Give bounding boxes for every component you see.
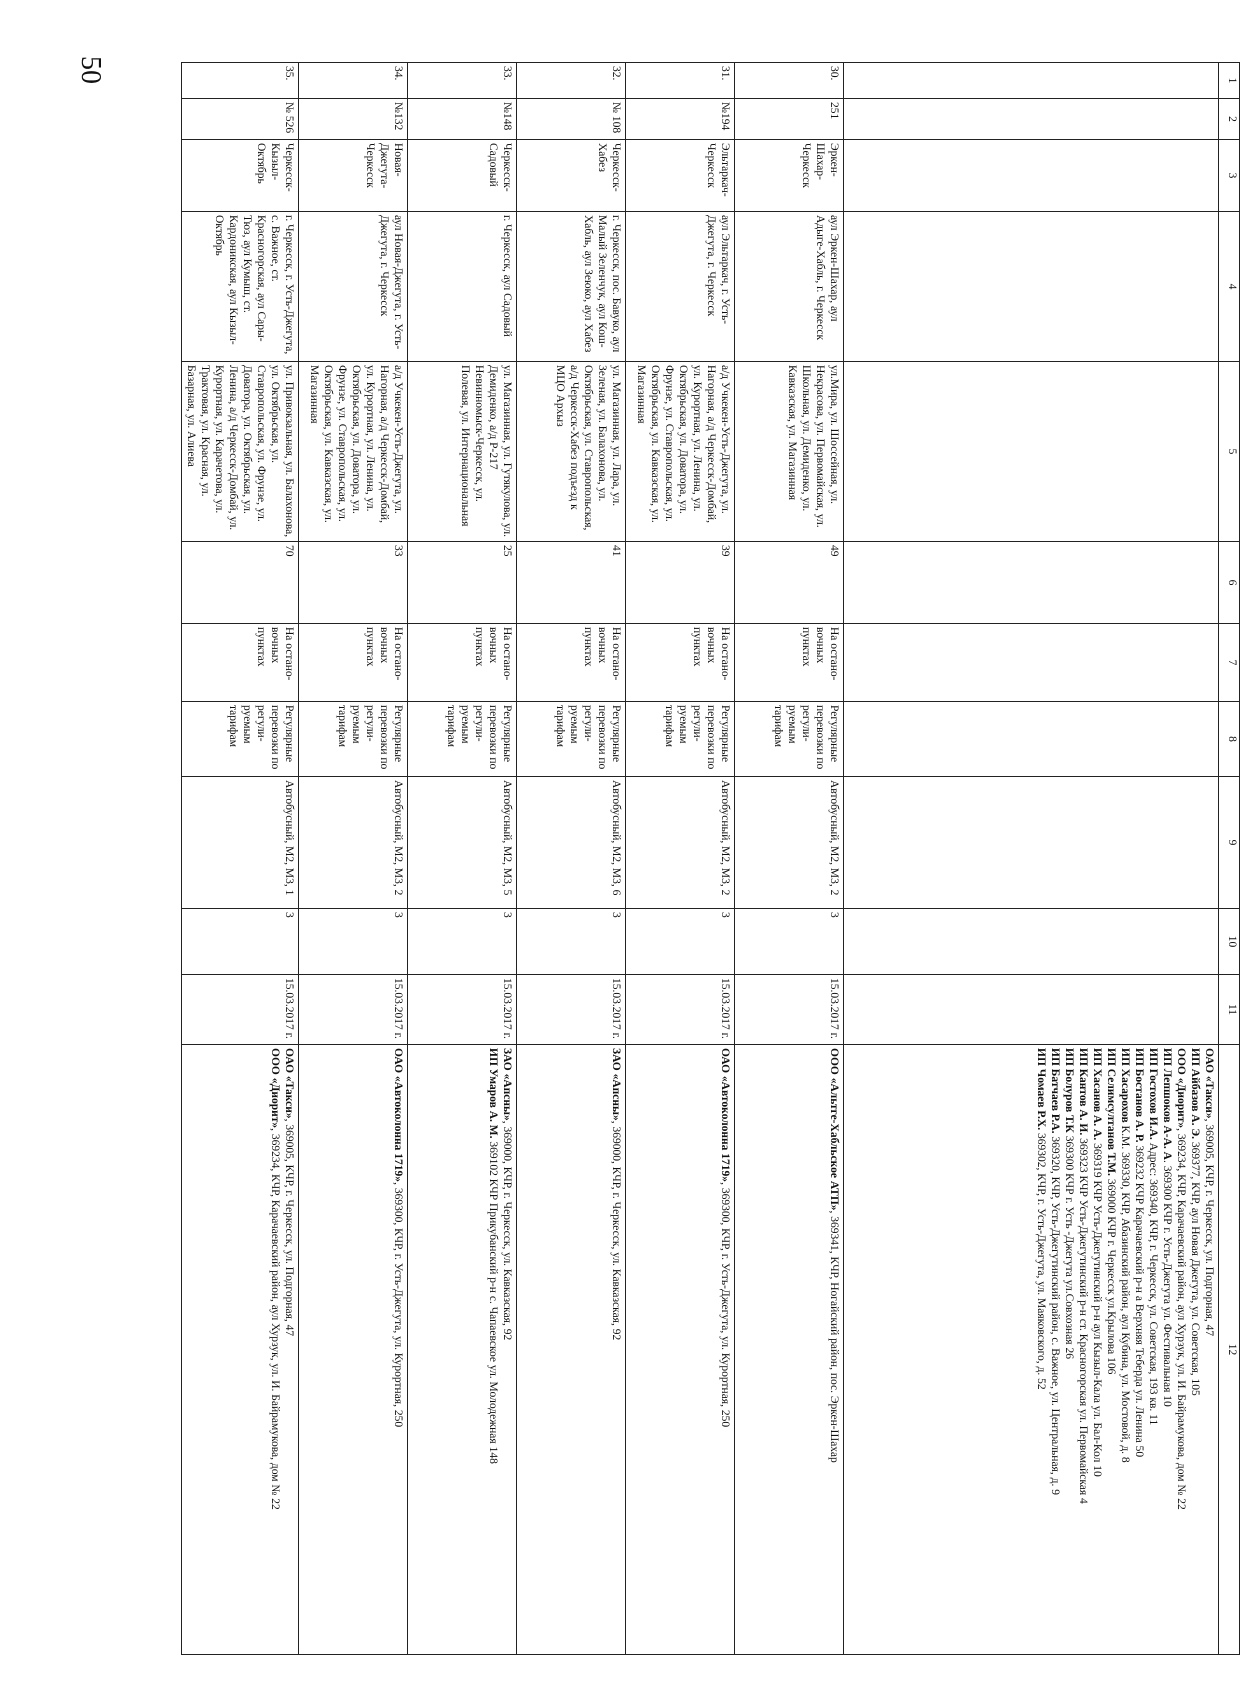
vehicle-class: Автобусный, М2, М3, 6 (517, 777, 626, 909)
column-number: 2 (1219, 99, 1240, 140)
route-name: Черкесск-Кызыл-Октябрь (182, 140, 299, 212)
row-number: 34. (299, 63, 408, 99)
carriers-cell (182, 1045, 299, 1655)
carrier-address: . 369300 КЧР г. Усть-Джегута ул. Фестивальная 10 (1161, 1159, 1173, 1407)
route-name: Черкесск-Хабез (517, 140, 626, 212)
route-stops: аул Новая-Джегута, г. Усть-Джегута, г. Черкесск (299, 212, 408, 362)
route-streets: а/д Учкекен-Усть-Джегута, ул. Нагорная, а/д Черкесск-Домбай, ул. Курортная, ул. Ленина, ул. Октябрьская, ул. Доватора, ул. Фрунзе, ул. Ставропольская, ул. Октябрьская, ул. Кавказская, ул. Магазинная (626, 362, 735, 542)
route-streets: ул.Мира, ул. Шоссейная, ул. Некрасова, ул. Первомайская, ул. Школьная, ул. Демиденко, ул. Кавказская, ул. Магазинная (735, 362, 844, 542)
carriers-cell (626, 1045, 735, 1655)
carrier-entry (1090, 1048, 1104, 1651)
table-row (735, 63, 844, 1655)
table-row (299, 63, 408, 1655)
row-number: 31. (626, 63, 735, 99)
transport-type: Регулярные перевозки по регули-руемым тарифам (182, 702, 299, 777)
carrier-entry (391, 1048, 405, 1651)
table-cell (844, 777, 1219, 909)
table-cell (844, 702, 1219, 777)
boarding-order: На остано-вочных пунктах (408, 624, 517, 702)
carrier-entry (827, 1048, 841, 1651)
route-length: 25 (408, 542, 517, 624)
transport-type: Регулярные перевозки по регули-руемым тарифам (517, 702, 626, 777)
column-number: 7 (1219, 624, 1240, 702)
table-row (408, 63, 517, 1655)
carrier-entry (1146, 1048, 1160, 1651)
carrier-name: ООО «Альтге-Хабльское АТП» (828, 1048, 840, 1211)
carrier-address: 369232 КЧР Карачаевский р-н а Верхняя Теберда ул. Ленина 50 (1133, 1142, 1145, 1458)
column-number: 5 (1219, 362, 1240, 542)
route-length: 41 (517, 542, 626, 624)
carrier-name: ОАО «Автоколонна 1719» (392, 1048, 404, 1183)
carrier-entry (282, 1048, 296, 1651)
column-number: 9 (1219, 777, 1240, 909)
table-cell (844, 99, 1219, 140)
route-reg-number: № 526 (182, 99, 299, 140)
route-length: 70 (182, 542, 299, 624)
row-number: 35. (182, 63, 299, 99)
column-number: 4 (1219, 212, 1240, 362)
table-cell (844, 542, 1219, 624)
route-stops: аул Эркен-Шахар, аул Адыге-Хабль, г. Черкесск (735, 212, 844, 362)
carrier-address: , 369000, КЧР, г. Черкесск, ул. Кавказская, 92 (501, 1120, 513, 1341)
carrier-entry (1118, 1048, 1132, 1651)
carrier-entry (1174, 1048, 1188, 1651)
table-cell (844, 975, 1219, 1045)
column-number: 11 (1219, 975, 1240, 1045)
route-reg-number: № 108 (517, 99, 626, 140)
carrier-entry (1160, 1048, 1174, 1651)
carrier-name: ИП Бостанов А. Р. (1133, 1048, 1145, 1143)
column-number: 1 (1219, 63, 1240, 99)
carrier-address: , 369234, КЧР, Карачаевский район, аул Хурзук, ул. И. Байрамукова, дом № 22 (269, 1128, 281, 1510)
route-stops: г. Черкесск, аул Садовый (408, 212, 517, 362)
vehicle-count: 3 (182, 909, 299, 975)
carrier-address: , 369000, КЧР, г. Черкесск, ул. Кавказская, 92 (610, 1120, 622, 1341)
carrier-address: 369302, КЧР, г. Усть-Джегута, ул. Маяковского, д. 52 (1035, 1130, 1047, 1390)
continued-row (844, 63, 1219, 1655)
route-reg-number: №194 (626, 99, 735, 140)
carrier-entry (500, 1048, 514, 1651)
carriers-cell (299, 1045, 408, 1655)
carrier-entry (718, 1048, 732, 1651)
carrier-name: ИП Хасанов А. А. (1091, 1048, 1103, 1141)
column-number: 8 (1219, 702, 1240, 777)
vehicle-count: 3 (408, 909, 517, 975)
boarding-order: На остано-вочных пунктах (299, 624, 408, 702)
carrier-address: 369300 КЧР г. Усть -Джегута ул.Совхозная 26 (1063, 1132, 1075, 1359)
carrier-entry (268, 1048, 282, 1651)
column-number: 3 (1219, 140, 1240, 212)
carrier-address: , 369300, КЧР, г. Усть-Джегута, ул. Курортная, 250 (719, 1182, 731, 1428)
route-stops: г. Черкесск, пос. Бавуко, аул Малый Зеленчук, аул Кош-Хабль, аул Зеюко, аул Хабез (517, 212, 626, 362)
carrier-name: ИП Болуров Т.К (1063, 1048, 1075, 1133)
vehicle-count: 3 (517, 909, 626, 975)
row-number: 32. (517, 63, 626, 99)
carrier-address: 369000 КЧР г. Черкесск ул.Крылова 106 (1105, 1175, 1117, 1375)
carrier-address: 369320, КЧР, Усть-Джегутинский район, с. Важное, ул. Центральная, д. 9 (1049, 1133, 1061, 1495)
carrier-name: ИП Хасарохов (1119, 1048, 1131, 1123)
table-row (517, 63, 626, 1655)
carrier-address: , 369005, КЧР, г. Черкесск, ул. Подгорная, 47 (1203, 1118, 1215, 1337)
carriers-cell (517, 1045, 626, 1655)
table-cell (844, 909, 1219, 975)
carrier-address: , 369300, КЧР, г. Усть-Джегута, ул. Курортная, 250 (392, 1182, 404, 1428)
carrier-name: ИП Гостохов И.А. (1147, 1048, 1159, 1140)
route-name: Новая-Джегута-Черкесск (299, 140, 408, 212)
routes-table (181, 62, 1240, 1655)
vehicle-class: Автобусный, М2, М3, 2 (626, 777, 735, 909)
carrier-name: ООО «Диорит» (1175, 1048, 1187, 1129)
route-name: Эркен-Шахар-Черкесск (735, 140, 844, 212)
carrier-address: 369377, КЧР, аул Новая Джегута, ул. Советская, 105 (1189, 1139, 1201, 1396)
carrier-name: ИП Батчаев Р.А. (1049, 1048, 1061, 1134)
table-cell (844, 212, 1219, 362)
start-date: 15.03.2017 г. (182, 975, 299, 1045)
start-date: 15.03.2017 г. (517, 975, 626, 1045)
route-streets: а/д Учкекен-Усть-Джегута, ул. Нагорная, а/д Черкесск-Домбай, ул. Курортная, ул. Ленина, ул. Октябрьская, ул. Доватора, ул. Фрунзе, ул. Ставропольская, ул. Октябрьская, ул. Кавказская, ул. Магазинная (299, 362, 408, 542)
vehicle-count: 3 (299, 909, 408, 975)
route-reg-number: №148 (408, 99, 517, 140)
carrier-name: ИП Умаров А. М. (487, 1048, 499, 1139)
carrier-name: ОАО «Такси» (1203, 1048, 1215, 1119)
carrier-address: Адрес: 369340, КЧР, г. Черкесск, ул. Советская, 193 кв. 11 (1147, 1139, 1159, 1426)
carriers-cell (844, 1045, 1219, 1655)
route-length: 33 (299, 542, 408, 624)
carrier-name: ОАО «Автоколонна 1719» (719, 1048, 731, 1183)
carrier-name: ООО «Диорит» (269, 1048, 281, 1129)
carrier-entry (1188, 1048, 1202, 1651)
boarding-order: На остано-вочных пунктах (517, 624, 626, 702)
boarding-order: На остано-вочных пунктах (182, 624, 299, 702)
carrier-address: , 369005, КЧР, г. Черкесск, ул. Подгорная, 47 (283, 1118, 295, 1337)
carrier-address: , 369341, КЧР, Ногайский район, пос. Эркен-Шахар (828, 1210, 840, 1463)
route-streets: ул. Привокзальная, ул. Балахонова, ул. Октябрьская, ул. Ставропольская, ул. Фрунзе, ул. Доватора, ул. Октябрьская, ул. Ленина, а/д Черкесск-Домбай, ул. Курортная, ул. Карачетова, ул. Трактовая, ул. Красная, ул. Базарная, ул. Алиева (182, 362, 299, 542)
vehicle-count: 3 (735, 909, 844, 975)
start-date: 15.03.2017 г. (735, 975, 844, 1045)
transport-type: Регулярные перевозки по регули-руемым тарифам (299, 702, 408, 777)
vehicle-count: 3 (626, 909, 735, 975)
routes-table-sheet (100, 62, 1240, 1654)
carrier-address: 369102 КЧР Прикубанский р-н с. Чапаевское ул. Молодежная 148 (487, 1138, 499, 1464)
carrier-address: 369319 КЧР Усть-Джегутинский р-н аул Кызыл-Кала ул. Бал-Кол 10 (1091, 1140, 1103, 1477)
carrier-entry (1076, 1048, 1090, 1651)
start-date: 15.03.2017 г. (299, 975, 408, 1045)
table-row (626, 63, 735, 1655)
transport-type: Регулярные перевозки по регули-руемым тарифам (408, 702, 517, 777)
carrier-name: ИП Чомаев Р.Х. (1035, 1048, 1047, 1131)
column-number: 12 (1219, 1045, 1240, 1655)
carriers-cell (735, 1045, 844, 1655)
carrier-entry (1132, 1048, 1146, 1651)
route-reg-number: 251 (735, 99, 844, 140)
route-reg-number: №132 (299, 99, 408, 140)
carrier-name: ОАО «Такси» (283, 1048, 295, 1119)
carriers-cell (408, 1045, 517, 1655)
carrier-name: ИП Кантов А. И. (1077, 1048, 1089, 1136)
carrier-name: ИП Селимсултанов Т.М. (1105, 1048, 1117, 1176)
table-cell (844, 63, 1219, 99)
route-streets: ул. Магазинная, ул. Лара, ул. Зеленая, ул. Балахонова, ул. Октябрьская, ул. Ставропольская, а/д Черкесск-Хабез подъезд к МЦО Архыз (517, 362, 626, 542)
start-date: 15.03.2017 г. (408, 975, 517, 1045)
carrier-entry (1062, 1048, 1076, 1651)
carrier-name: ЗАО «Апсны» (501, 1048, 513, 1121)
carrier-address: , 369234, КЧР, Карачаевский район, аул Хурзук, ул. И. Байрамукова, дом № 22 (1175, 1128, 1187, 1510)
table-row (182, 63, 299, 1655)
transport-type: Регулярные перевозки по регули-руемым тарифам (626, 702, 735, 777)
carrier-address: 369323 КЧР Усть-Джегутинский р-н ст. Красногорская ул. Первомайская 4 (1077, 1135, 1089, 1504)
carrier-name: ИП Лепшоков А-А. А (1161, 1048, 1173, 1160)
carrier-address: К.М. 369330, КЧР, Абазинский район, аул Кубина, ул. Мостовой, д. 8 (1119, 1122, 1131, 1463)
column-number-header (1219, 63, 1240, 1655)
boarding-order: На остано-вочных пунктах (735, 624, 844, 702)
start-date: 15.03.2017 г. (626, 975, 735, 1045)
vehicle-class: Автобусный, М2, М3, 2 (735, 777, 844, 909)
boarding-order: На остано-вочных пунктах (626, 624, 735, 702)
vehicle-class: Автобусный, М2, М3, 1 (182, 777, 299, 909)
column-number: 6 (1219, 542, 1240, 624)
route-streets: ул. Магазинная, ул. Гутякулова, ул. Демиденко, а/д Р-217 Невинномыск-Черкесск, ул. Полевая, ул. Интернациональная (408, 362, 517, 542)
route-length: 39 (626, 542, 735, 624)
route-stops: г. Черкесск, г. Усть-Джегута, с. Важное, ст. Красногорская, аул Сары-Тюз, аул Кумыш, ст. Кардоникская, аул Кызыл-Октябрь (182, 212, 299, 362)
carrier-entry (609, 1048, 623, 1651)
carrier-entry (486, 1048, 500, 1651)
vehicle-class: Автобусный, М2, М3, 5 (408, 777, 517, 909)
route-stops: аул Эльтаркач, г. Усть-Джегута, г. Черкесск (626, 212, 735, 362)
carrier-name: ЗАО «Апсны» (610, 1048, 622, 1121)
carrier-entry (1104, 1048, 1118, 1651)
table-cell (844, 140, 1219, 212)
table-cell (844, 362, 1219, 542)
carrier-entry (1048, 1048, 1062, 1651)
vehicle-class: Автобусный, М2, М3, 2 (299, 777, 408, 909)
row-number: 30. (735, 63, 844, 99)
carrier-name: ИП Айбазов А. Э. (1189, 1048, 1201, 1140)
page-number: 50 (75, 56, 106, 84)
row-number: 33. (408, 63, 517, 99)
carrier-entry (1034, 1048, 1048, 1651)
column-number: 10 (1219, 909, 1240, 975)
route-name: Эльтаркач-Черкесск (626, 140, 735, 212)
route-length: 49 (735, 542, 844, 624)
transport-type: Регулярные перевозки по регули-руемым тарифам (735, 702, 844, 777)
table-cell (844, 624, 1219, 702)
carrier-entry (1202, 1048, 1216, 1651)
route-name: Черкесск-Садовый (408, 140, 517, 212)
